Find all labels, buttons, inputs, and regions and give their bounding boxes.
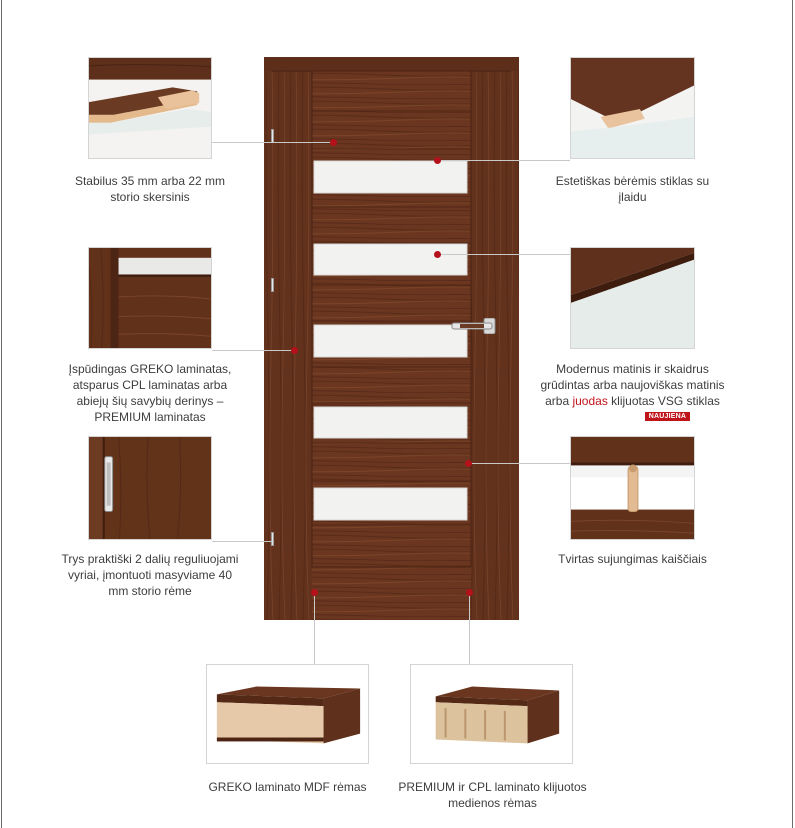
thumb-frame-glass <box>570 57 695 159</box>
marker-crossbar <box>330 139 337 146</box>
marker-laminate <box>291 347 298 354</box>
leader-crossbar <box>212 142 333 143</box>
caption-laminate-line1: Įspūdingas GREKO laminatas, <box>68 362 232 376</box>
leader-glass-types <box>437 254 570 255</box>
leader-dowel <box>468 463 570 464</box>
thumb-glass-types <box>570 247 695 349</box>
door-handle-icon <box>450 318 498 334</box>
thumb-laminate <box>88 247 212 349</box>
caption-glass-types-line3 <box>530 393 735 409</box>
caption-glass-types-line2: grūdintas arba naujoviškas matinis <box>540 378 725 392</box>
leader-hinge <box>212 541 274 542</box>
marker-frame-glass <box>434 157 441 164</box>
hinge-top-icon <box>271 129 274 143</box>
caption-premium-frame-line1: PREMIUM ir CPL laminato klijuotos <box>398 780 587 794</box>
caption-crossbar <box>60 173 240 205</box>
thumb-crossbar <box>88 57 212 159</box>
caption-glass-types-pre: arba <box>545 394 573 408</box>
caption-crossbar-line2: storio skersinis <box>110 190 190 204</box>
thumb-dowel <box>570 436 695 540</box>
leader-laminate <box>212 350 294 351</box>
page-border-right <box>792 0 793 828</box>
thumb-hinge <box>88 436 212 540</box>
new-badge: NAUJIENA <box>645 412 690 421</box>
marker-glass-types <box>434 251 441 258</box>
caption-frame-glass <box>540 173 725 205</box>
caption-glass-types-line1: Modernus matinis ir skaidrus <box>556 362 709 376</box>
leader-premium-frame <box>469 592 470 664</box>
marker-dowel <box>465 460 472 467</box>
caption-hinges-line1: Trys praktiški 2 dalių reguliuojami <box>61 552 239 566</box>
thumb-premium-frame <box>410 664 573 764</box>
caption-premium-frame <box>390 779 595 811</box>
caption-mdf-frame-line1: GREKO laminato MDF rėmas <box>208 780 367 794</box>
marker-premium-frame <box>466 589 473 596</box>
caption-hinges-line3: mm storio rėme <box>108 584 192 598</box>
caption-frame-glass-line2: įlaidu <box>618 190 647 204</box>
caption-mdf-frame <box>190 779 385 795</box>
page-border-left <box>1 0 2 828</box>
caption-laminate-line2: atsparus CPL laminatas arba <box>72 378 228 392</box>
caption-premium-frame-line2: medienos rėmas <box>448 796 537 810</box>
caption-crossbar-line1: Stabilus 35 mm arba 22 mm <box>74 174 226 188</box>
caption-laminate-line4: PREMIUM laminatas <box>94 410 206 424</box>
caption-laminate <box>55 361 245 425</box>
hinge-bottom-icon <box>271 532 274 546</box>
marker-mdf-frame <box>311 589 318 596</box>
leader-mdf-frame <box>314 592 315 664</box>
caption-dowel <box>540 551 725 567</box>
caption-laminate-line3: abiejų šių savybių derinys – <box>76 394 224 408</box>
caption-glass-types <box>530 361 735 421</box>
caption-dowel-line1: Tvirtas sujungimas kaiščiais <box>558 552 707 566</box>
leader-frame-glass <box>437 160 570 161</box>
caption-hinges <box>50 551 250 599</box>
caption-glass-types-post: klijuotas VSG stiklas <box>607 394 720 408</box>
caption-frame-glass-line1: Estetiškas bėrėmis stiklas su <box>555 174 710 188</box>
caption-glass-types-highlight: juodas <box>572 394 608 408</box>
caption-hinges-line2: vyriai, įmontuoti masyviame 40 <box>67 568 233 582</box>
hinge-middle-icon <box>271 278 274 292</box>
thumb-mdf-frame <box>206 664 369 764</box>
